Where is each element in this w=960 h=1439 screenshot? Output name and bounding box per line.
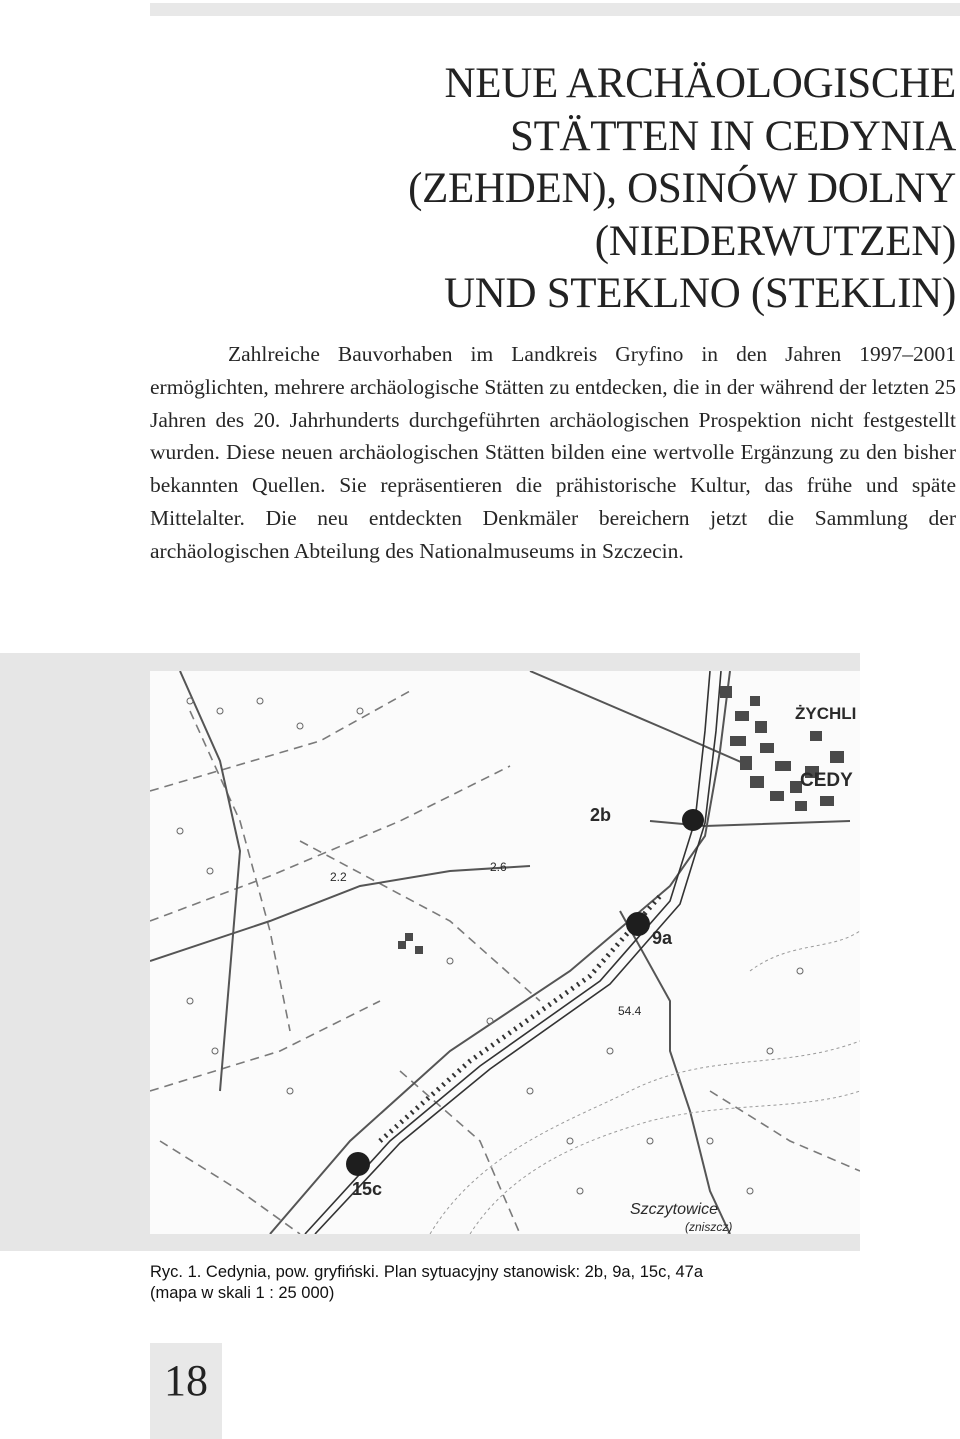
town-label: CEDY: [800, 770, 853, 791]
caption-line: (mapa w skali 1 : 25 000): [150, 1284, 335, 1302]
railway: [305, 671, 721, 1234]
page-number-box: [150, 1343, 222, 1439]
header-band: [150, 3, 960, 16]
contours: [430, 931, 860, 1234]
elevation-label: 2.6: [490, 860, 507, 874]
title-line: UND STEKLNO (STEKLIN): [443, 270, 956, 317]
abstract-paragraph: Zahlreiche Bauvorhaben im Landkreis Gryfino in den Jahren 1997–2001 ermöglichten, mehrere archäologische Stätten zu entdecken, die in der während der letzten 25 Jahren des 20. Jahrhunderts durchgeführten archäologischen Prospektion nicht festgestellt wurden. Diese neuen archäologischen Stätten bilden eine wertvolle Ergänzung zu den bisher bekannten Quellen. Sie repräsentieren die prähistorische Kultur, das frühe und späte Mittelalter. Die neu entdeckten Denkmäler bereichern jetzt die Sammlung der archäologischen Abteilung des Nationalmuseums in Szczecin.: [150, 342, 956, 563]
site-15c-marker: [346, 1152, 370, 1176]
vegetation-symbols: [177, 698, 803, 1194]
page-number: 18: [164, 1356, 208, 1405]
town-label: ŻYCHLI: [795, 704, 857, 723]
site-label-2b: 2b: [590, 805, 612, 825]
elevation-label: 54.4: [618, 1004, 642, 1018]
site-label-15c: 15c: [352, 1179, 383, 1199]
roads: [150, 671, 850, 1234]
village-label: Szczytowice: [630, 1201, 719, 1218]
village-note: (zniszcz): [685, 1220, 733, 1234]
site-9a-marker: [626, 912, 650, 936]
field-boundaries: [150, 691, 860, 1234]
topographic-map: [150, 671, 860, 1234]
abstract: [150, 338, 956, 568]
site-2b-marker: [682, 809, 704, 831]
caption-line: Ryc. 1. Cedynia, pow. gryfiński. Plan sytuacyjny stanowisk: 2b, 9a, 15c, 47a: [150, 1263, 704, 1281]
figure-caption: [150, 1262, 910, 1304]
title-line: NEUE ARCHÄOLOGISCHE: [444, 60, 956, 107]
title-line: STÄTTEN IN CEDYNIA: [509, 112, 956, 160]
elevation-label: 2.2: [330, 870, 347, 884]
title-line: (NIEDERWUTZEN): [594, 217, 956, 265]
title-line: (ZEHDEN), OSINÓW DOLNY: [408, 165, 956, 212]
map-figure: [150, 671, 860, 1234]
article-title: [256, 58, 956, 321]
site-label-9a: 9a: [652, 928, 673, 948]
